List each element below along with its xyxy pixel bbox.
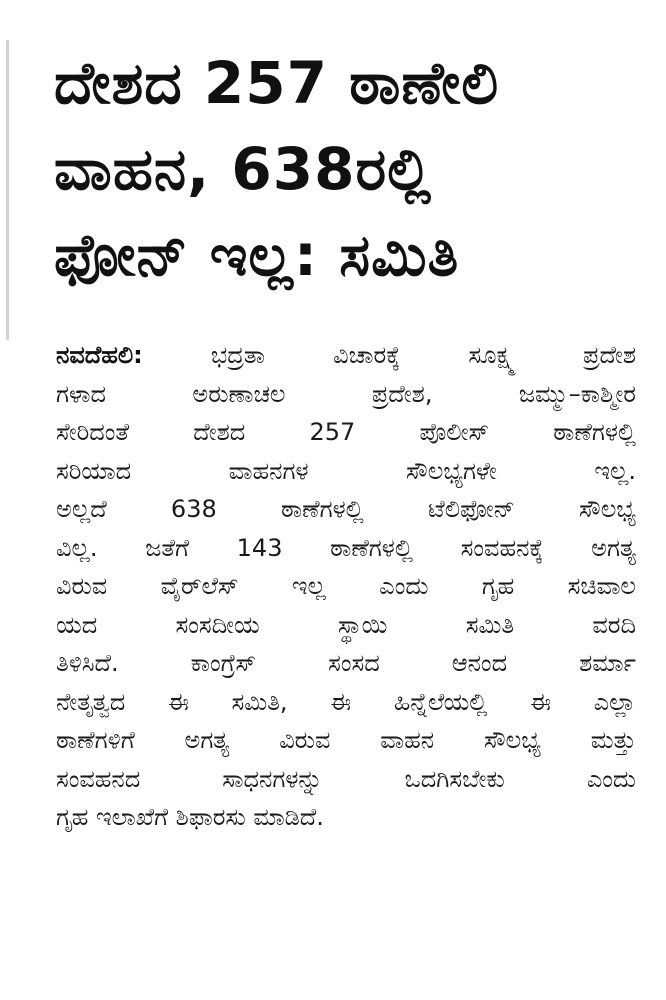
body-line-5: ಅಲ್ಲದೆ 638 ಠಾಣೆಗಳಲ್ಲಿ ಟೆಲಿಫೋನ್ ಸೌಲಭ್ಯ	[56, 495, 636, 523]
headline	[54, 40, 654, 298]
body-line-6: ವಿಲ್ಲ. ಜತೆಗೆ 143 ಠಾಣೆಗಳಲ್ಲಿ ಸಂವಹನಕ್ಕೆ ಅಗತ್ಯ	[56, 533, 636, 562]
headline-line-1: ದೇಶದ 257 ಠಾಣೇಲಿ	[54, 49, 500, 117]
left-margin-rule	[6, 40, 9, 340]
body-line-7: ವಿರುವ ವೈರ್‌ಲೆಸ್ ಇಲ್ಲ ಎಂದು ಗೃಹ ಸಚಿವಾಲ	[56, 572, 636, 600]
body-line-3: ಸೇರಿದಂತೆ ದೇಶದ 257 ಪೊಲೀಸ್ ಠಾಣೆಗಳಲ್ಲಿ	[56, 418, 636, 446]
body-line-11: ಠಾಣೆಗಳಿಗೆ ಅಗತ್ಯ ವಿರುವ ವಾಹನ ಸೌಲಭ್ಯ ಮತ್ತು	[56, 726, 636, 754]
body-line-10: ನೇತೃತ್ವದ ಈ ಸಮಿತಿ, ಈ ಹಿನ್ನೆಲೆಯಲ್ಲಿ ಈ ಎಲ್ಲಾ	[56, 687, 636, 716]
headline-line-2: ವಾಹನ, 638ರಲ್ಲಿ	[54, 135, 432, 203]
body-line-13: ಗೃಹ ಇಲಾಖೆಗೆ ಶಿಫಾರಸು ಮಾಡಿದೆ.	[56, 803, 324, 831]
body-line-12: ಸಂವಹನದ ಸಾಧನಗಳನ್ನು ಒದಗಿಸಬೇಕು ಎಂದು	[56, 764, 636, 793]
body-line-9: ತಿಳಿಸಿದೆ. ಕಾಂಗ್ರೆಸ್ ಸಂಸದ ಆನಂದ ಶರ್ಮಾ	[56, 649, 636, 677]
body-line-1	[56, 336, 636, 375]
body-line-2: ಗಳಾದ ಅರುಣಾಚಲ ಪ್ರದೇಶ, ಜಮ್ಮು–ಕಾಶ್ಮೀರ	[56, 379, 636, 408]
dateline: ನವದೆಹಲಿ:	[56, 341, 143, 369]
body-line-4: ಸರಿಯಾದ ವಾಹನಗಳ ಸೌಲಭ್ಯಗಳೇ ಇಲ್ಲ.	[56, 456, 636, 485]
body-line-1-text: ಭದ್ರತಾ ವಿಚಾರಕ್ಕೆ ಸೂಕ್ಷ್ಮ ಪ್ರದೇಶ	[142, 341, 636, 369]
article-body	[56, 336, 636, 837]
headline-line-3: ಫೋನ್ ಇಲ್ಲ: ಸಮಿತಿ	[54, 221, 460, 289]
body-line-8: ಯದ ಸಂಸದೀಯ ಸ್ಥಾಯಿ ಸಮಿತಿ ವರದಿ	[56, 610, 636, 639]
